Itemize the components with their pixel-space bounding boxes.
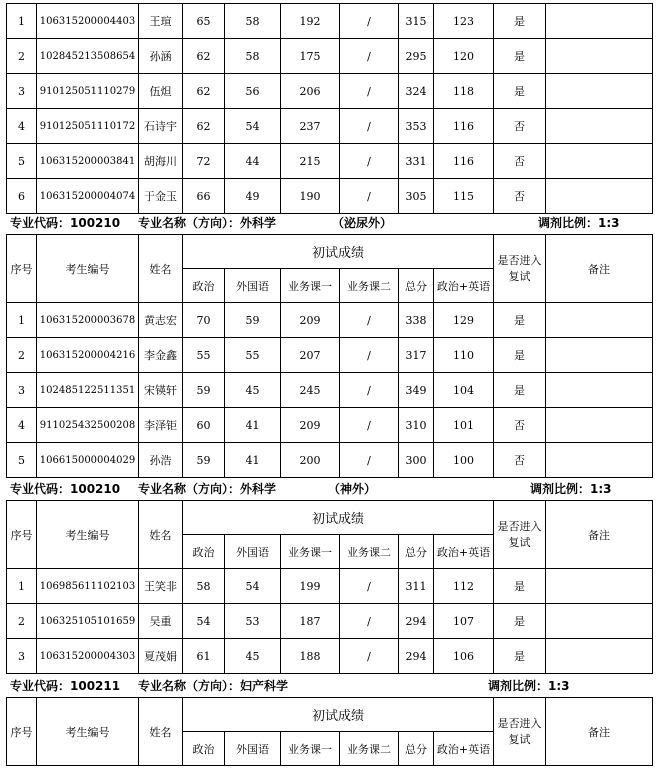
col-header-index: 序号	[7, 235, 37, 303]
table-header	[7, 698, 653, 766]
cell-name: 吴重	[139, 604, 183, 639]
cell-exam-id: 106315200003841	[37, 144, 139, 179]
major-direction: （泌尿外）	[332, 216, 393, 230]
cell-index: 6	[7, 179, 37, 214]
cell-name: 石诗宇	[139, 109, 183, 144]
cell-foreign-language: 56	[225, 74, 281, 109]
cell-politics: 61	[183, 639, 225, 674]
cell-advance: 是	[494, 338, 546, 373]
cell-exam-id: 106315200004303	[37, 639, 139, 674]
col-header-business-one: 业务课一	[281, 732, 340, 766]
cell-foreign-language: 54	[225, 569, 281, 604]
cell-name: 胡海川	[139, 144, 183, 179]
cell-index: 2	[7, 604, 37, 639]
cell-exam-id: 106325105101659	[37, 604, 139, 639]
col-header-politics-english: 政治+英语	[434, 269, 494, 303]
table-row	[7, 443, 653, 478]
col-header-politics: 政治	[183, 269, 225, 303]
cell-index: 4	[7, 408, 37, 443]
cell-advance: 否	[494, 443, 546, 478]
cell-name: 宋锳轩	[139, 373, 183, 408]
cell-advance: 是	[494, 303, 546, 338]
cell-advance: 否	[494, 144, 546, 179]
cell-business-two: /	[340, 144, 399, 179]
score-table-obgyn	[6, 697, 653, 766]
major-code: 专业代码：100210	[10, 482, 121, 496]
cell-politics-english: 116	[434, 144, 494, 179]
cell-business-one: 175	[281, 39, 340, 74]
cell-business-one: 188	[281, 639, 340, 674]
cell-politics-english: 101	[434, 408, 494, 443]
cell-note	[546, 303, 653, 338]
score-table-urology	[6, 234, 653, 478]
table-row	[7, 373, 653, 408]
cell-foreign-language: 59	[225, 303, 281, 338]
col-header-total: 总分	[399, 269, 434, 303]
cell-foreign-language: 55	[225, 338, 281, 373]
cell-note	[546, 639, 653, 674]
cell-politics: 62	[183, 109, 225, 144]
cell-business-two: /	[340, 39, 399, 74]
cell-politics: 58	[183, 569, 225, 604]
col-header-business-two: 业务课二	[340, 732, 399, 766]
cell-business-two: /	[340, 179, 399, 214]
cell-business-one: 206	[281, 74, 340, 109]
col-header-foreign-language: 外国语	[225, 732, 281, 766]
cell-note	[546, 569, 653, 604]
major-code: 专业代码：100211	[10, 679, 121, 693]
cell-exam-id: 106315200004216	[37, 338, 139, 373]
cell-business-one: 209	[281, 303, 340, 338]
cell-note	[546, 109, 653, 144]
cell-exam-id: 106315200003678	[37, 303, 139, 338]
cell-politics: 72	[183, 144, 225, 179]
cell-name: 黄志宏	[139, 303, 183, 338]
col-header-business-two: 业务课二	[340, 269, 399, 303]
cell-politics-english: 106	[434, 639, 494, 674]
table-row	[7, 408, 653, 443]
section-meta-urology	[10, 214, 632, 232]
col-header-advance: 是否进入复试	[494, 698, 546, 766]
major-name: 专业名称（方向）：妇产科学	[138, 679, 289, 693]
cell-name: 王笑非	[139, 569, 183, 604]
col-header-exam-id: 考生编号	[37, 698, 139, 766]
table-row	[7, 303, 653, 338]
cell-foreign-language: 45	[225, 639, 281, 674]
cell-business-two: /	[340, 569, 399, 604]
cell-index: 3	[7, 373, 37, 408]
cell-politics-english: 115	[434, 179, 494, 214]
cell-business-one: 237	[281, 109, 340, 144]
major-code: 专业代码：100210	[10, 216, 121, 230]
cell-advance: 否	[494, 408, 546, 443]
cell-index: 2	[7, 338, 37, 373]
cell-total: 294	[399, 639, 434, 674]
cell-politics-english: 120	[434, 39, 494, 74]
cell-politics-english: 112	[434, 569, 494, 604]
cell-foreign-language: 54	[225, 109, 281, 144]
col-header-politics: 政治	[183, 732, 225, 766]
cell-business-one: 200	[281, 443, 340, 478]
col-header-advance: 是否进入复试	[494, 235, 546, 303]
cell-politics: 70	[183, 303, 225, 338]
col-header-note: 备注	[546, 501, 653, 569]
cell-business-one: 192	[281, 4, 340, 39]
adjust-ratio: 调剂比例：1:3	[530, 482, 612, 496]
col-header-total: 总分	[399, 732, 434, 766]
cell-total: 353	[399, 109, 434, 144]
cell-politics: 60	[183, 408, 225, 443]
adjust-ratio: 调剂比例：1:3	[538, 216, 620, 230]
cell-politics-english: 110	[434, 338, 494, 373]
cell-business-one: 190	[281, 179, 340, 214]
cell-name: 李泽钜	[139, 408, 183, 443]
cell-advance: 是	[494, 373, 546, 408]
table-row	[7, 144, 653, 179]
cell-politics-english: 116	[434, 109, 494, 144]
cell-name: 王瑄	[139, 4, 183, 39]
cell-total: 300	[399, 443, 434, 478]
cell-exam-id: 911025432500208	[37, 408, 139, 443]
cell-business-two: /	[340, 303, 399, 338]
cell-exam-id: 106615000004029	[37, 443, 139, 478]
col-header-politics-english: 政治+英语	[434, 732, 494, 766]
section-meta-obgyn	[10, 677, 632, 695]
cell-name: 李金鑫	[139, 338, 183, 373]
col-header-total: 总分	[399, 535, 434, 569]
cell-politics-english: 107	[434, 604, 494, 639]
cell-index: 3	[7, 639, 37, 674]
table-row	[7, 338, 653, 373]
col-header-note: 备注	[546, 698, 653, 766]
col-header-note: 备注	[546, 235, 653, 303]
cell-total: 315	[399, 4, 434, 39]
cell-business-two: /	[340, 604, 399, 639]
cell-index: 1	[7, 303, 37, 338]
cell-politics: 59	[183, 443, 225, 478]
cell-index: 5	[7, 144, 37, 179]
score-table-continued	[6, 3, 653, 214]
table-row	[7, 39, 653, 74]
cell-exam-id: 106315200004403	[37, 4, 139, 39]
table-body	[7, 4, 653, 214]
table-row	[7, 4, 653, 39]
cell-politics-english: 123	[434, 4, 494, 39]
cell-note	[546, 74, 653, 109]
cell-index: 3	[7, 74, 37, 109]
major-name: 专业名称（方向）：外科学	[138, 482, 277, 496]
cell-total: 317	[399, 338, 434, 373]
cell-foreign-language: 44	[225, 144, 281, 179]
cell-business-one: 187	[281, 604, 340, 639]
cell-advance: 是	[494, 569, 546, 604]
cell-politics-english: 129	[434, 303, 494, 338]
col-header-initial-scores: 初试成绩	[183, 501, 494, 535]
cell-note	[546, 179, 653, 214]
cell-business-two: /	[340, 74, 399, 109]
cell-total: 311	[399, 569, 434, 604]
cell-total: 338	[399, 303, 434, 338]
table-row	[7, 109, 653, 144]
cell-advance: 是	[494, 604, 546, 639]
cell-advance: 是	[494, 4, 546, 39]
cell-politics: 54	[183, 604, 225, 639]
major-direction: （神外）	[328, 482, 377, 496]
cell-advance: 是	[494, 39, 546, 74]
cell-business-two: /	[340, 443, 399, 478]
cell-exam-id: 106985611102103	[37, 569, 139, 604]
cell-index: 5	[7, 443, 37, 478]
cell-politics: 59	[183, 373, 225, 408]
cell-name: 于金玉	[139, 179, 183, 214]
cell-exam-id: 102485122511351	[37, 373, 139, 408]
cell-total: 294	[399, 604, 434, 639]
cell-name: 夏茂娟	[139, 639, 183, 674]
cell-note	[546, 338, 653, 373]
cell-note	[546, 443, 653, 478]
adjust-ratio: 调剂比例：1:3	[488, 679, 570, 693]
cell-foreign-language: 58	[225, 39, 281, 74]
cell-foreign-language: 45	[225, 373, 281, 408]
table-row	[7, 569, 653, 604]
cell-politics-english: 100	[434, 443, 494, 478]
cell-business-two: /	[340, 639, 399, 674]
cell-foreign-language: 58	[225, 4, 281, 39]
cell-business-two: /	[340, 109, 399, 144]
cell-business-one: 207	[281, 338, 340, 373]
cell-name: 孙涵	[139, 39, 183, 74]
table-header	[7, 501, 653, 569]
cell-politics: 66	[183, 179, 225, 214]
col-header-politics-english: 政治+英语	[434, 535, 494, 569]
col-header-exam-id: 考生编号	[37, 235, 139, 303]
cell-index: 1	[7, 4, 37, 39]
cell-foreign-language: 41	[225, 408, 281, 443]
col-header-exam-id: 考生编号	[37, 501, 139, 569]
table-body	[7, 569, 653, 674]
section-meta-neurosurgery	[10, 480, 632, 498]
cell-politics: 62	[183, 74, 225, 109]
col-header-business-one: 业务课一	[281, 269, 340, 303]
cell-note	[546, 604, 653, 639]
cell-advance: 否	[494, 109, 546, 144]
cell-total: 324	[399, 74, 434, 109]
cell-note	[546, 4, 653, 39]
cell-note	[546, 373, 653, 408]
cell-name: 伍炟	[139, 74, 183, 109]
col-header-politics: 政治	[183, 535, 225, 569]
cell-business-two: /	[340, 338, 399, 373]
score-table-neurosurgery	[6, 500, 653, 674]
col-header-business-two: 业务课二	[340, 535, 399, 569]
cell-business-one: 209	[281, 408, 340, 443]
cell-index: 1	[7, 569, 37, 604]
col-header-business-one: 业务课一	[281, 535, 340, 569]
cell-foreign-language: 49	[225, 179, 281, 214]
cell-total: 349	[399, 373, 434, 408]
cell-exam-id: 102845213508654	[37, 39, 139, 74]
cell-politics: 55	[183, 338, 225, 373]
cell-total: 331	[399, 144, 434, 179]
cell-exam-id: 106315200004074	[37, 179, 139, 214]
table-row	[7, 639, 653, 674]
cell-business-two: /	[340, 4, 399, 39]
table-row	[7, 179, 653, 214]
cell-total: 305	[399, 179, 434, 214]
cell-total: 310	[399, 408, 434, 443]
col-header-advance: 是否进入复试	[494, 501, 546, 569]
col-header-index: 序号	[7, 501, 37, 569]
col-header-foreign-language: 外国语	[225, 535, 281, 569]
cell-business-one: 245	[281, 373, 340, 408]
table-row	[7, 74, 653, 109]
col-header-initial-scores: 初试成绩	[183, 235, 494, 269]
cell-foreign-language: 53	[225, 604, 281, 639]
cell-note	[546, 408, 653, 443]
cell-politics: 62	[183, 39, 225, 74]
cell-advance: 是	[494, 74, 546, 109]
cell-index: 4	[7, 109, 37, 144]
cell-politics-english: 104	[434, 373, 494, 408]
col-header-foreign-language: 外国语	[225, 269, 281, 303]
cell-note	[546, 144, 653, 179]
cell-politics: 65	[183, 4, 225, 39]
cell-index: 2	[7, 39, 37, 74]
table-row	[7, 604, 653, 639]
col-header-initial-scores: 初试成绩	[183, 698, 494, 732]
table-body	[7, 303, 653, 478]
table-header	[7, 235, 653, 303]
cell-name: 孙浩	[139, 443, 183, 478]
col-header-index: 序号	[7, 698, 37, 766]
cell-business-two: /	[340, 408, 399, 443]
col-header-name: 姓名	[139, 501, 183, 569]
cell-business-one: 215	[281, 144, 340, 179]
cell-business-two: /	[340, 373, 399, 408]
major-name: 专业名称（方向）：外科学	[138, 216, 277, 230]
cell-note	[546, 39, 653, 74]
cell-exam-id: 910125051110172	[37, 109, 139, 144]
cell-advance: 否	[494, 179, 546, 214]
cell-foreign-language: 41	[225, 443, 281, 478]
cell-business-one: 199	[281, 569, 340, 604]
cell-politics-english: 118	[434, 74, 494, 109]
cell-total: 295	[399, 39, 434, 74]
col-header-name: 姓名	[139, 698, 183, 766]
cell-exam-id: 910125051110279	[37, 74, 139, 109]
col-header-name: 姓名	[139, 235, 183, 303]
cell-advance: 是	[494, 639, 546, 674]
